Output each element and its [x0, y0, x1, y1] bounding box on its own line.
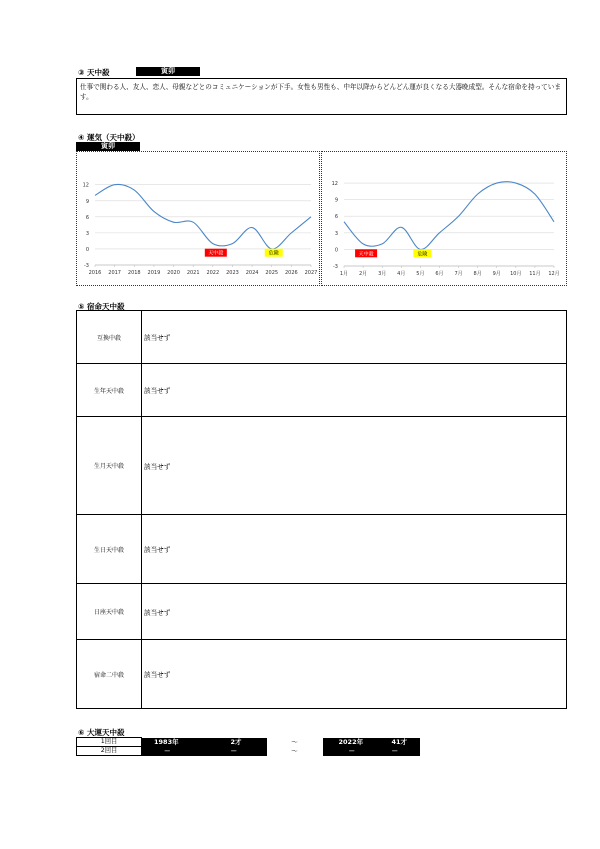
taiun-table: [76, 737, 420, 756]
shukumei-row-label: 互換中殺: [77, 311, 142, 364]
monthly-chart-frame: [321, 151, 567, 286]
taiun-start-year: －: [142, 747, 231, 756]
x-tick-label: 10月: [510, 271, 522, 277]
x-tick-label: 9月: [492, 271, 501, 277]
taiun-row-label: 2回目: [77, 747, 142, 756]
y-tick-label: 6: [85, 214, 89, 221]
y-tick-label: 0: [85, 246, 89, 253]
shukumei-table: [76, 310, 567, 709]
taiun-tilde: ～: [291, 747, 298, 755]
y-tick-label: 6: [334, 214, 338, 221]
badge-label: 天中殺: [208, 250, 224, 257]
tenchusatsu-section-title: ③ 天中殺: [78, 68, 110, 77]
table-row: [77, 417, 567, 515]
x-tick-label: 2021: [186, 270, 200, 276]
taiun-end-age: －: [392, 747, 420, 756]
x-tick-label: 11月: [529, 271, 541, 277]
x-tick-label: 2018: [127, 270, 141, 276]
badge-label: 危険: [417, 251, 428, 258]
x-tick-label: 2025: [265, 270, 279, 276]
tenchusatsu-description: 仕事で関わる人、友人、恋人、母親などとのコミュニケーションが下手。女性も男性も、中年以降からどんどん運が良くなる大器晩成型。そんな宿命を持っています。: [76, 78, 567, 115]
badge-label: 危険: [268, 250, 279, 257]
shukumei-section-title: ⑤ 宿命天中殺: [78, 302, 125, 311]
x-tick-label: 2027: [304, 270, 318, 276]
table-row: [77, 515, 567, 584]
table-row: [77, 364, 567, 417]
shukumei-row-value: 該当せず: [142, 584, 567, 640]
taiun-start-year: 1983年: [142, 738, 231, 747]
x-tick-label: 2023: [226, 270, 239, 276]
yearly-chart-frame: [76, 151, 320, 286]
table-row: [77, 640, 567, 709]
x-tick-label: 12月: [548, 271, 560, 277]
fortune-line: [344, 182, 554, 250]
shukumei-row-label: 宿命二中殺: [77, 640, 142, 709]
x-tick-label: 2024: [245, 270, 259, 276]
shukumei-row-label: 生年天中殺: [77, 364, 142, 417]
taiun-start-age: －: [231, 747, 267, 756]
x-tick-label: 2016: [88, 270, 102, 276]
x-tick-label: 1月: [339, 271, 349, 277]
tenchusatsu-label: 寅卯: [136, 67, 200, 76]
x-tick-label: 5月: [416, 271, 425, 277]
x-tick-label: 2026: [284, 270, 298, 276]
x-tick-label: 3月: [378, 271, 387, 277]
x-tick-label: 7月: [454, 271, 463, 277]
table-row: [77, 311, 567, 364]
taiun-end-age: 41才: [392, 738, 420, 747]
y-tick-label: -3: [84, 263, 89, 269]
y-tick-label: 12: [82, 182, 89, 189]
shukumei-row-value: 該当せず: [142, 640, 567, 709]
x-tick-label: 4月: [397, 271, 406, 277]
shukumei-row-label: 日座天中殺: [77, 584, 142, 640]
x-tick-label: 2020: [167, 270, 180, 276]
y-tick-label: 12: [331, 181, 338, 188]
unki-label: 寅卯: [76, 142, 140, 151]
y-tick-label: 0: [334, 247, 338, 254]
y-tick-label: 9: [85, 198, 89, 205]
taiun-row-label: 1回目: [77, 738, 142, 747]
shukumei-row-value: 該当せず: [142, 417, 567, 515]
shukumei-row-label: 生月天中殺: [77, 417, 142, 515]
badge-label: 天中殺: [358, 251, 374, 258]
shukumei-row-value: 該当せず: [142, 364, 567, 417]
table-row: [77, 584, 567, 640]
yearly-fortune-chart: [77, 152, 319, 285]
shukumei-row-value: 該当せず: [142, 311, 567, 364]
x-tick-label: 2017: [108, 270, 122, 276]
x-tick-label: 2022: [206, 270, 220, 276]
taiun-tilde: ～: [291, 738, 298, 746]
shukumei-row-label: 生日天中殺: [77, 515, 142, 584]
y-tick-label: 9: [334, 197, 338, 204]
y-tick-label: 3: [85, 230, 89, 237]
y-tick-label: 3: [334, 230, 338, 237]
y-tick-label: -3: [333, 264, 338, 270]
x-tick-label: 6月: [435, 271, 444, 277]
table-row: [77, 747, 420, 756]
unki-section-title: ④ 運気（天中殺）: [78, 133, 140, 142]
taiun-end-year: 2022年: [323, 738, 392, 747]
taiun-start-age: 2才: [231, 738, 267, 747]
x-tick-label: 2月: [358, 271, 368, 277]
shukumei-row-value: 該当せず: [142, 515, 567, 584]
taiun-end-year: －: [323, 747, 392, 756]
table-row: [77, 738, 420, 747]
taiun-section-title: ⑥ 大運天中殺: [78, 728, 125, 737]
x-tick-label: 2019: [147, 270, 161, 276]
monthly-fortune-chart: [322, 152, 566, 285]
x-tick-label: 8月: [473, 271, 482, 277]
